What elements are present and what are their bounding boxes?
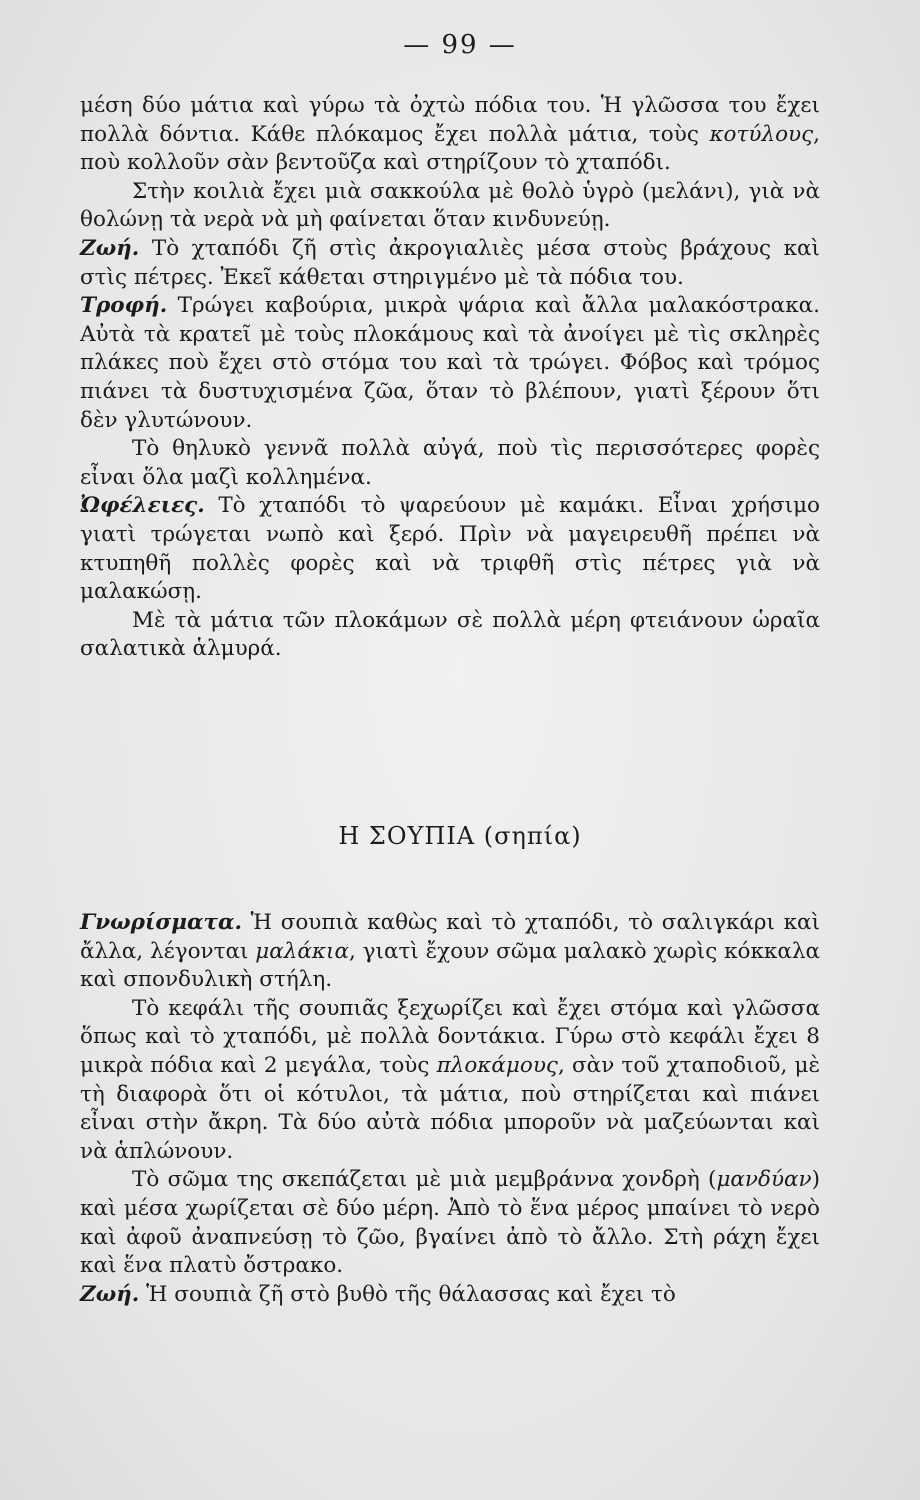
subheading-benefits: Ὠφέλειες. xyxy=(80,493,205,519)
paragraph-eggs xyxy=(80,435,820,492)
paragraph-life-cuttlefish xyxy=(80,1281,820,1310)
paragraph-benefits xyxy=(80,492,820,606)
subheading-characteristics: Γνωρίσματα. xyxy=(80,910,242,935)
text-run: ) καὶ μέσα χωρίζεται σὲ δύο μέρη. Ἀπὸ τὸ ἕνα μέρος μπαίνει τὸ νερὸ καὶ ἀφοῦ ἀναπνεύσῃ τὸ ζῶο, βγαίνει ἀπὸ τὸ ἄλλο. Στὴ ράχη ἔχει καὶ ἕνα πλατὺ ὄστρακο. xyxy=(80,1167,820,1279)
text-run: , ποὺ κολλοῦν σὰν βεντοῦζα καὶ στηρίζουν τὸ χταπόδι. xyxy=(80,121,820,176)
text-run: μέση δύο μάτια καὶ γύρω τὰ ὀχτὼ πόδια του. Ἡ γλῶσσα του ἔχει πολλὰ δόντια. Κάθε πλόκαμος ἔχει πολλὰ μάτια, τοὺς xyxy=(80,93,820,147)
text-run: Τὸ χταπόδι ζῆ στὶς ἀκρογιαλιὲς μέσα στοὺς βράχους καὶ στὶς πέτρες. Ἐκεῖ κάθεται στηριγμένο μὲ τὰ πόδια του. xyxy=(80,235,820,290)
emphasis-term: πλοκάμους xyxy=(436,1052,558,1078)
text-run: Τὸ θηλυκὸ γεννᾶ πολλὰ αὐγά, ποὺ τὶς περισσότερες φορὲς εἶναι ὅλα μαζὶ κολλημένα. xyxy=(80,436,820,490)
subheading-food: Τροφή. xyxy=(80,293,168,319)
octopus-section-text xyxy=(80,92,820,664)
text-run: Τὸ σῶμα της σκεπάζεται μὲ μιὰ μεμβράννα χονδρὴ ( xyxy=(132,1167,717,1193)
text-run: Ἡ σουπιὰ καθὼς καὶ τὸ χταπόδι, τὸ σαλιγκάρι καὶ ἄλλα, λέγονται xyxy=(80,910,820,964)
text-run: , γιατὶ ἔχουν σῶμα μαλακὸ χωρὶς κόκκαλα καὶ σπονδυλικὴ στήλη. xyxy=(80,938,820,993)
page-number: — 99 — xyxy=(403,30,517,60)
paragraph-food xyxy=(80,292,820,435)
emphasis-term: μαλάκια xyxy=(255,938,349,964)
paragraph-characteristics xyxy=(80,909,820,995)
paragraph-salad xyxy=(80,607,820,664)
paragraph-head xyxy=(80,995,820,1167)
text-run: Τὸ χταπόδι τὸ ψαρεύουν μὲ καμάκι. Εἶναι χρήσιμο γιατὶ τρώγεται νωπὸ καὶ ξερό. Πρὶν νὰ μαγειρευθῆ πρέπει νὰ κτυπηθῆ πολλὲς φορὲς καὶ νὰ τριφθῆ στὶς πέτρες γιὰ νὰ μαλακώσῃ. xyxy=(80,493,820,605)
text-run: Τρώγει καβούρια, μικρὰ ψάρια καὶ ἄλλα μαλακόστρακα. Αὐτὰ τὰ κρατεῖ μὲ τοὺς πλοκάμους καὶ τὰ ἀνοίγει μὲ τὶς σκληρὲς πλάκες ποὺ ἔχει στὸ στόμα του καὶ τὰ τρώγει. Φόβος καὶ τρόμος πιάνει τὰ δυστυχισμένα ζῶα, ὅταν τὸ βλέπουν, γιατὶ ξέρουν ὅτι δὲν γλυτώνουν. xyxy=(80,293,820,433)
paragraph-body xyxy=(80,1166,820,1280)
text-run: , σὰν τοῦ χταποδιοῦ, μὲ τὴ διαφορὰ ὅτι οἱ κότυλοι, τὰ μάτια, ποὺ στηρίζεται καὶ πιάνει εἶναι στὴν ἄκρη. Τὰ δύο αὐτὰ πόδια μποροῦν νὰ μαζεύωνται καὶ νὰ ἁπλώνουν. xyxy=(80,1052,820,1164)
subheading-life-cuttlefish: Ζωή. xyxy=(80,1281,140,1307)
paragraph-ink-sac xyxy=(80,178,820,235)
subheading-life: Ζωή. xyxy=(80,235,140,261)
text-run: Τὸ κεφάλι τῆς σουπιᾶς ξεχωρίζει καὶ ἔχει στόμα καὶ γλῶσσα ὅπως καὶ τὸ χταπόδι, μὲ πολλὰ δοντάκια. Γύρω στὸ κεφάλι ἔχει 8 μικρὰ πόδια καὶ 2 μεγάλα, τοὺς xyxy=(80,995,820,1078)
emphasis-term: κοτύλους xyxy=(709,121,814,147)
cuttlefish-section-text xyxy=(80,909,820,1309)
paragraph-life xyxy=(80,235,820,292)
text-run: Μὲ τὰ μάτια τῶν πλοκάμων σὲ πολλὰ μέρη φτειάνουν ὡραῖα σαλατικὰ ἁλμυρά. xyxy=(80,607,820,662)
text-run: Στὴν κοιλιὰ ἔχει μιὰ σακκούλα μὲ θολὸ ὑγρὸ (μελάνι), γιὰ νὰ θολώνῃ τὰ νερὰ νὰ μὴ φαίνεται ὅταν κινδυνεύῃ. xyxy=(80,178,820,233)
paragraph-anatomy xyxy=(80,92,820,178)
emphasis-term: μανδύαν xyxy=(716,1167,812,1193)
section-heading-cuttlefish: Η ΣΟΥΠΙΑ (σηπία) xyxy=(338,822,582,850)
text-run: Ἡ σουπιὰ ζῆ στὸ βυθὸ τῆς θάλασσας καὶ ἔχει τὸ xyxy=(139,1281,676,1307)
